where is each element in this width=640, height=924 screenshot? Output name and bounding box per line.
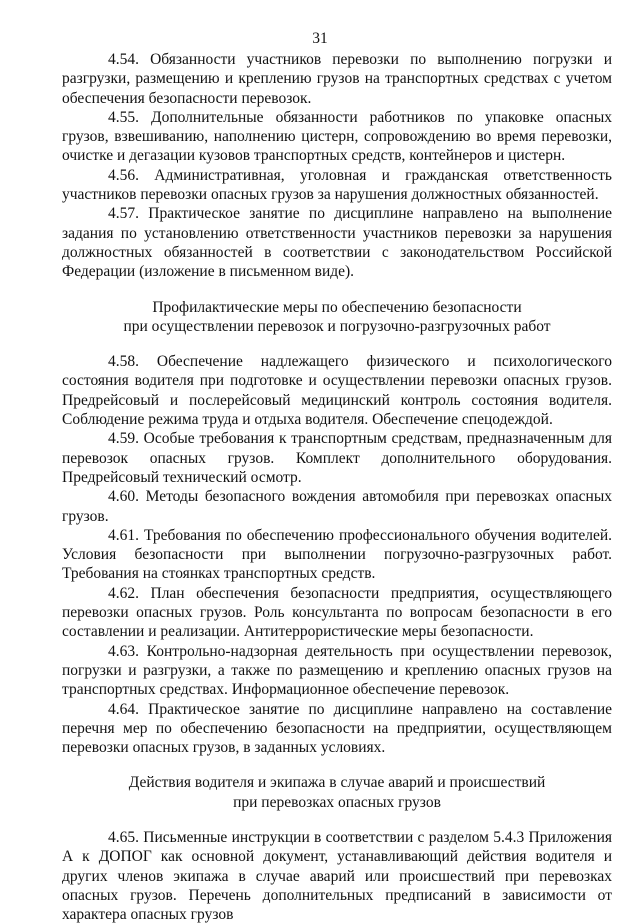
section-heading-line: при осуществлении перевозок и погрузочно-разгрузочных работ [123, 317, 551, 335]
spacer [62, 336, 612, 352]
paragraph-4-58: 4.58. Обеспечение надлежащего физического и психологического состояния водителя при подготовке и осуществлении перевозки опасных грузов. Предрейсовый и послерейсовый медицинский контроль состояния водителя. Соблюдение режима труда и отдыха водителя. Обеспечение спецодеждой. [62, 353, 612, 429]
paragraph-4-63: 4.63. Контрольно-надзорная деятельность при осуществлении перевозок, погрузки и разгрузки, а также по размещению и креплению опасных грузов на транспортных средствах. Информационное обеспечение перевозок. [62, 642, 612, 699]
paragraph-4-65: 4.65. Письменные инструкции в соответствии с разделом 5.4.3 Приложения А к ДОПОГ как основной документ, устанавливающий действия водителя и других членов экипажа в случае аварий или происшествий при перевозках опасных грузов. Перечень дополнительных предписаний в зависимости от характера опасных грузов [62, 828, 612, 924]
section-heading-accidents [62, 773, 612, 812]
paragraph-4-61: 4.61. Требования по обеспечению профессионального обучения водителей. Условия безопасности при выполнении погрузочно-разгрузочных работ. Требования на стоянках транспортных средств. [62, 526, 612, 583]
paragraph-4-57: 4.57. Практическое занятие по дисциплине направлено на выполнение задания по установлению ответственности участников перевозки за нарушения должностных обязанностей в соответствии с законодательством Российской Федерации (изложение в письменном виде). [62, 205, 612, 281]
paragraph-4-56: 4.56. Административная, уголовная и гражданская ответственность участников перевозки опасных грузов за нарушения должностных обязанностей. [62, 166, 612, 204]
paragraph-4-54: 4.54. Обязанности участников перевозки по выполнению погрузки и разгрузки, размещению и креплению грузов на транспортных средствах с учетом обеспечения безопасности перевозок. [62, 51, 612, 107]
paragraph-4-64: 4.64. Практическое занятие по дисциплине направлено на составление перечня мер по обеспечению безопасности на предприятии, осуществляющем перевозки опасных грузов, в заданных условиях. [62, 700, 612, 757]
spacer [62, 812, 612, 828]
paragraph-4-60: 4.60. Методы безопасного вождения автомобиля при перевозках опасных грузов. [62, 488, 612, 525]
paragraph-4-62: 4.62. План обеспечения безопасности предприятия, осуществляющего перевозки опасных грузов. Роль консультанта по вопросам безопасности в его составлении и реализации. Антитеррористические меры безопасности. [62, 584, 612, 641]
spacer [62, 757, 612, 773]
section-heading-line: при перевозках опасных грузов [233, 793, 441, 811]
section-heading-line: Профилактические меры по обеспечению безопасности [152, 298, 522, 316]
paragraph-4-59: 4.59. Особые требования к транспортным средствам, предназначенным для перевозок опасных грузов. Комплект дополнительного оборудования. Предрейсовый технический осмотр. [62, 430, 612, 486]
section-heading-line: Действия водителя и экипажа в случае аварий и происшествий [128, 774, 546, 792]
spacer [62, 282, 612, 298]
document-body [62, 50, 612, 924]
page-number: 31 [312, 30, 328, 47]
paragraph-4-55: 4.55. Дополнительные обязанности работников по упаковке опасных грузов, взвешиванию, наполнению цистерн, сопровождению во время перевозки, очистке и дегазации кузовов транспортных средств, контейнеров и цистерн. [62, 108, 612, 165]
section-heading-prevention [62, 298, 612, 337]
